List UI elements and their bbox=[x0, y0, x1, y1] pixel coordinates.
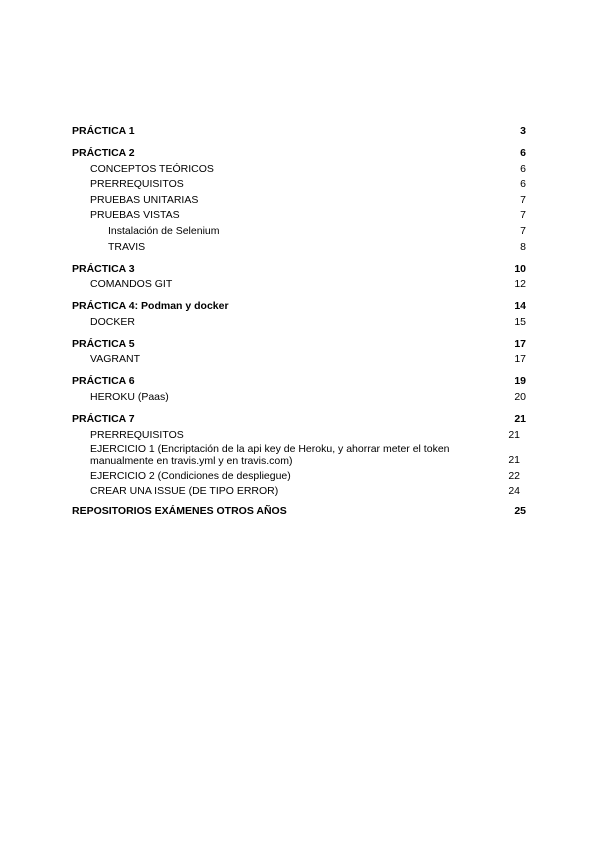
toc-entry-ejercicio-2[interactable] bbox=[72, 469, 526, 483]
toc-entry-practica-5[interactable] bbox=[72, 337, 526, 351]
toc-entry-page: 14 bbox=[514, 300, 526, 313]
toc-entry-travis[interactable] bbox=[72, 240, 526, 254]
toc-entry-page: 15 bbox=[514, 315, 526, 328]
toc-entry-title: CREAR UNA ISSUE (DE TIPO ERROR) bbox=[90, 485, 279, 498]
toc-entry-comandos-git[interactable] bbox=[72, 277, 526, 291]
toc-entry-title: VAGRANT bbox=[90, 353, 140, 366]
toc-entry-title: PRÁCTICA 4: Podman y docker bbox=[72, 300, 229, 313]
toc-entry-page: 10 bbox=[514, 262, 526, 275]
table-of-contents bbox=[72, 124, 526, 518]
toc-entry-page: 17 bbox=[514, 353, 526, 366]
toc-entry-page: 19 bbox=[514, 375, 526, 388]
toc-entry-title: PRÁCTICA 6 bbox=[72, 375, 135, 388]
toc-entry-practica-7[interactable] bbox=[72, 412, 526, 426]
toc-entry-pruebas-unitarias[interactable] bbox=[72, 193, 526, 207]
toc-entry-instalacion-selenium[interactable] bbox=[72, 224, 526, 238]
toc-entry-page: 17 bbox=[514, 337, 526, 350]
toc-entry-title: EJERCICIO 2 (Condiciones de despliegue) bbox=[90, 469, 291, 482]
toc-entry-page: 22 bbox=[508, 469, 520, 482]
toc-entry-page: 12 bbox=[514, 278, 526, 291]
toc-entry-page: 6 bbox=[520, 147, 526, 159]
toc-entry-title: PRÁCTICA 1 bbox=[72, 125, 135, 137]
toc-entry-page: 3 bbox=[520, 125, 526, 137]
toc-entry-vagrant[interactable] bbox=[72, 352, 526, 366]
toc-entry-practica-3[interactable] bbox=[72, 262, 526, 276]
toc-entry-page: 21 bbox=[508, 428, 520, 441]
toc-entry-page: 7 bbox=[520, 193, 526, 206]
toc-entry-title: PRÁCTICA 5 bbox=[72, 337, 135, 350]
toc-entry-page: 24 bbox=[508, 485, 520, 498]
toc-entry-practica-6[interactable] bbox=[72, 374, 526, 388]
toc-entry-repositorios-examenes[interactable] bbox=[72, 504, 526, 518]
toc-entry-practica-2[interactable] bbox=[72, 146, 526, 160]
toc-entry-title: PRERREQUISITOS bbox=[90, 178, 184, 191]
toc-entry-title: Instalación de Selenium bbox=[108, 224, 220, 237]
toc-entry-heroku[interactable] bbox=[72, 390, 526, 404]
toc-entry-docker[interactable] bbox=[72, 315, 526, 329]
toc-entry-title: PRÁCTICA 3 bbox=[72, 262, 135, 275]
toc-entry-page: 21 bbox=[508, 454, 520, 467]
toc-entry-title: DOCKER bbox=[90, 315, 135, 328]
toc-entry-page: 21 bbox=[514, 412, 526, 425]
toc-entry-title: CONCEPTOS TEÓRICOS bbox=[90, 162, 214, 175]
toc-entry-page: 6 bbox=[520, 162, 526, 175]
toc-entry-page: 6 bbox=[520, 178, 526, 191]
toc-entry-title: PRUEBAS VISTAS bbox=[90, 209, 180, 222]
toc-entry-title: COMANDOS GIT bbox=[90, 278, 173, 291]
toc-entry-pruebas-vistas[interactable] bbox=[72, 208, 526, 222]
toc-entry-conceptos-teoricos[interactable] bbox=[72, 162, 526, 176]
toc-entry-practica-4[interactable] bbox=[72, 299, 526, 313]
toc-entry-ejercicio-1[interactable] bbox=[72, 443, 526, 467]
toc-entry-practica-1[interactable] bbox=[72, 124, 526, 138]
toc-entry-title: HEROKU (Paas) bbox=[90, 390, 169, 403]
toc-entry-title: PRÁCTICA 7 bbox=[72, 412, 135, 425]
toc-entry-title: REPOSITORIOS EXÁMENES OTROS AÑOS bbox=[72, 505, 287, 518]
toc-entry-page: 8 bbox=[520, 240, 526, 253]
toc-entry-title: PRERREQUISITOS bbox=[90, 428, 184, 441]
toc-entry-page: 7 bbox=[520, 224, 526, 237]
toc-entry-title: EJERCICIO 1 (Encriptación de la api key de Heroku, y ahorrar meter el token manualmente en travis.yml y en travis.com) bbox=[90, 443, 450, 468]
toc-entry-prerrequisitos-7[interactable] bbox=[72, 428, 526, 442]
toc-entry-page: 20 bbox=[514, 390, 526, 403]
toc-entry-page: 7 bbox=[520, 209, 526, 222]
toc-entry-title: PRÁCTICA 2 bbox=[72, 147, 135, 159]
toc-entry-title: TRAVIS bbox=[108, 240, 146, 253]
toc-entry-title: PRUEBAS UNITARIAS bbox=[90, 193, 199, 206]
toc-entry-page: 25 bbox=[514, 505, 526, 518]
toc-entry-crear-issue[interactable] bbox=[72, 484, 526, 498]
toc-entry-prerrequisitos[interactable] bbox=[72, 177, 526, 191]
